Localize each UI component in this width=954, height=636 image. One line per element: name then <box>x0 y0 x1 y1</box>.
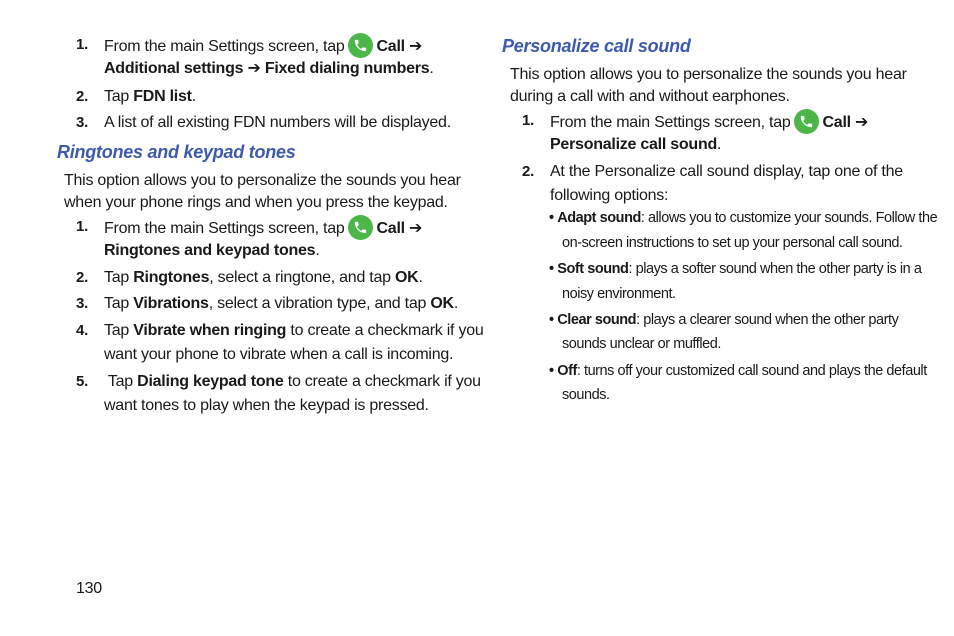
personalize-step-1-line-1: From the main Settings screen, tap Call ➔ <box>550 109 868 135</box>
option-soft-sound: • Soft sound: plays a softer sound when the other party is in a <box>549 261 922 277</box>
phone-icon <box>794 109 819 134</box>
ringtones-paragraph-line-2: when your phone rings and when you press the keypad. <box>64 194 448 211</box>
intro-step-3: A list of all existing FDN numbers will be displayed. <box>104 114 451 131</box>
ringtones-step-1-line-1: From the main Settings screen, tap Call ➔ <box>104 215 422 241</box>
page-number: 130 <box>76 580 102 597</box>
personalize-paragraph-line-2: during a call with and without earphones. <box>510 88 790 105</box>
ringtones-step-1-line-2: Ringtones and keypad tones. <box>104 242 320 259</box>
ringtones-paragraph-line-1: This option allows you to personalize the sounds you hear <box>64 172 461 189</box>
option-off-line-2: sounds. <box>562 387 610 403</box>
option-off: • Off: turns off your customized call sound and plays the default <box>549 363 927 379</box>
intro-step-3-number: 3. <box>76 114 89 131</box>
option-clear-sound-line-2: sounds unclear or muffled. <box>562 336 721 352</box>
option-clear-sound: • Clear sound: plays a clearer sound when the other party <box>549 312 899 328</box>
ringtones-step-3-number: 3. <box>76 295 89 312</box>
ringtones-step-2-number: 2. <box>76 269 89 286</box>
personalize-step-1-line-2: Personalize call sound. <box>550 136 722 153</box>
intro-step-2: Tap FDN list. <box>104 88 196 105</box>
intro-step-1-line-2: Additional settings ➔ Fixed dialing numbers. <box>104 60 434 77</box>
ringtones-step-4-line-1: Tap Vibrate when ringing to create a checkmark if you <box>104 322 484 339</box>
step-number: 1. <box>76 36 89 53</box>
ringtones-step-4-number: 4. <box>76 322 89 339</box>
intro-step-2-number: 2. <box>76 88 89 105</box>
ringtones-step-5-line-2: want tones to play when the keypad is pressed. <box>104 397 429 414</box>
personalize-step-2-line-1: At the Personalize call sound display, tap one of the <box>550 163 903 180</box>
ringtones-step-5-line-1: Tap Dialing keypad tone to create a checkmark if you <box>104 373 481 390</box>
personalize-step-1-number: 1. <box>522 112 535 129</box>
ringtones-step-1-number: 1. <box>76 218 89 235</box>
ringtones-heading: Ringtones and keypad tones <box>57 142 296 162</box>
intro-step-1-line-1: From the main Settings screen, tap Call ➔ <box>104 33 422 59</box>
intro-step-1 <box>76 33 88 57</box>
phone-icon <box>348 215 373 240</box>
ringtones-step-2: Tap Ringtones, select a ringtone, and tap OK. <box>104 269 423 286</box>
ringtones-step-4-line-2: want your phone to vibrate when a call is incoming. <box>104 346 454 363</box>
phone-icon <box>348 33 373 58</box>
option-adapt-sound-line-2: on-screen instructions to set up your personal call sound. <box>562 235 903 251</box>
option-soft-sound-line-2: noisy environment. <box>562 286 676 302</box>
personalize-paragraph-line-1: This option allows you to personalize the sounds you hear <box>510 66 907 83</box>
ringtones-step-5-number: 5. <box>76 373 89 390</box>
personalize-heading: Personalize call sound <box>502 36 691 56</box>
option-adapt-sound: • Adapt sound: allows you to customize your sounds. Follow the <box>549 210 938 226</box>
personalize-step-2-line-2: following options: <box>550 187 669 204</box>
ringtones-step-3: Tap Vibrations, select a vibration type, and tap OK. <box>104 295 459 312</box>
personalize-step-2-number: 2. <box>522 163 535 180</box>
